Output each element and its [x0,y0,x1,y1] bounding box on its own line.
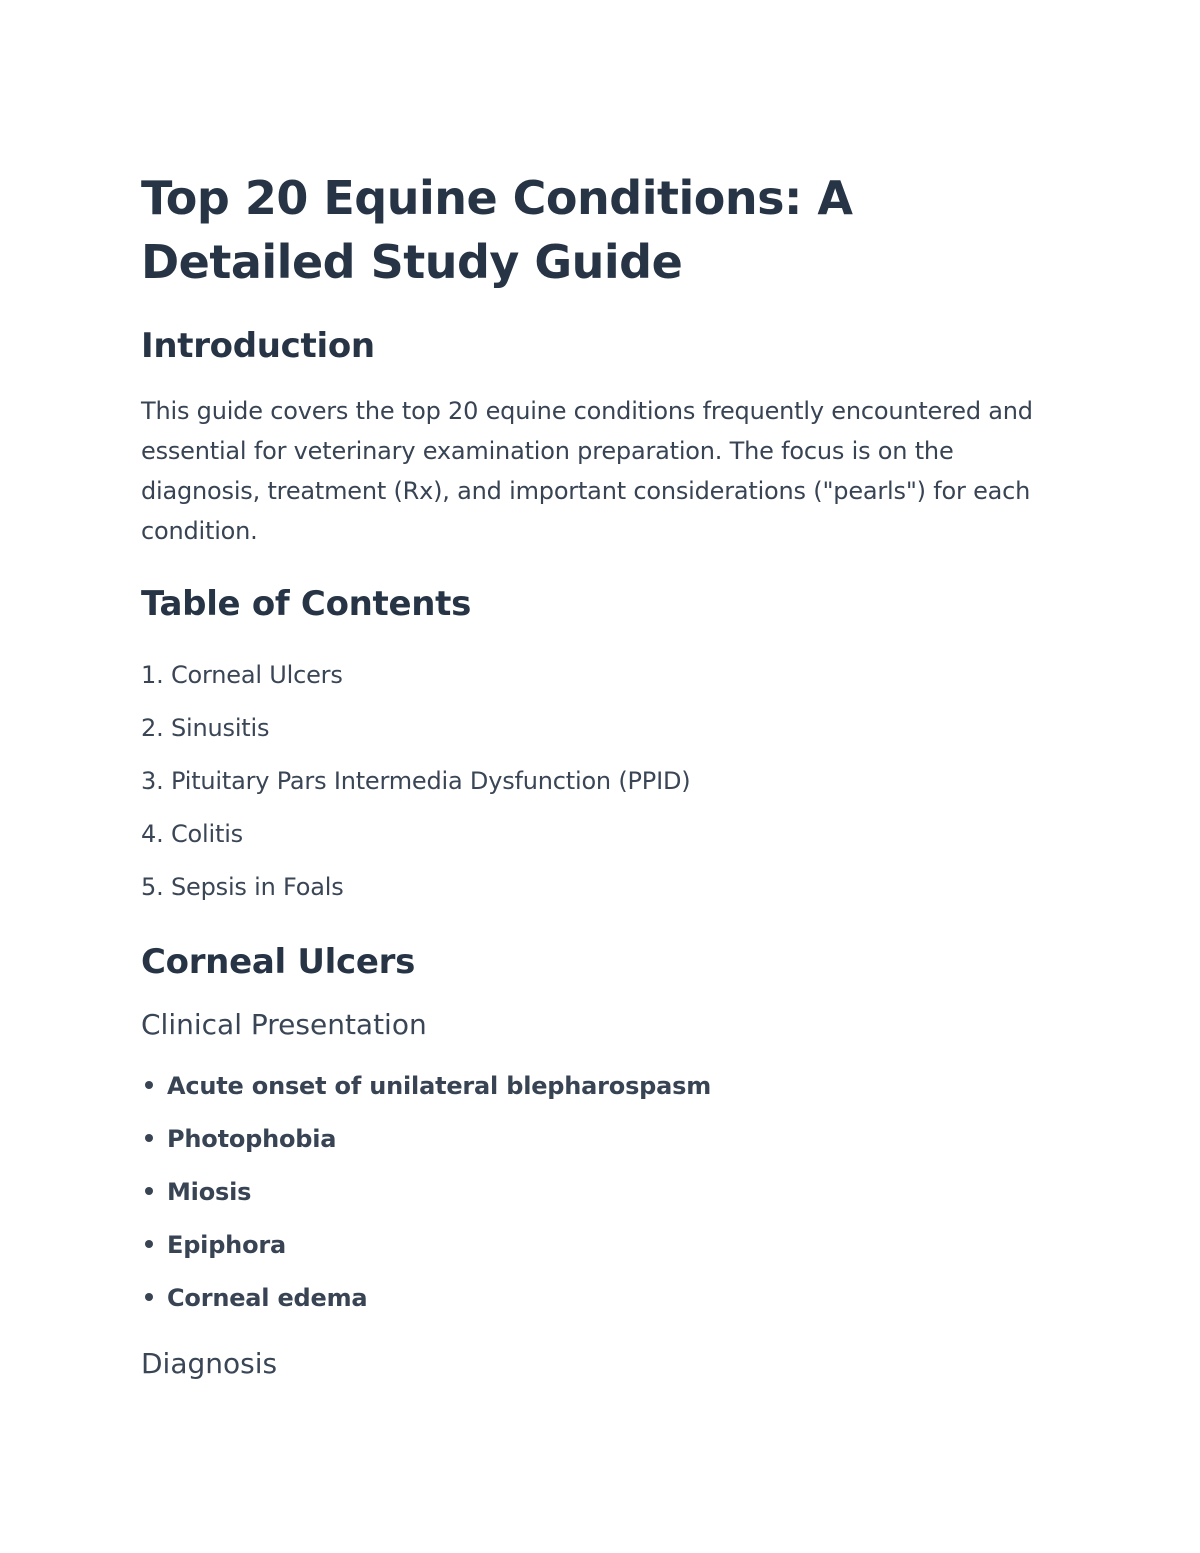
list-item-text: Photophobia [167,1125,337,1153]
bullet-icon [145,1240,153,1248]
introduction-text: This guide covers the top 20 equine conditions frequently encountered and essential for veterinary examination preparation. The focus is on the diagnosis, treatment (Rx), and important considerations ("pearls") for each condition. [141,397,1033,545]
list-item [141,1219,1061,1272]
list-item-text: Acute onset of unilateral blepharospasm [167,1072,712,1100]
toc-item-label: Pituitary Pars Intermedia Dysfunction (PPID) [171,767,691,795]
toc-item-sinusitis [141,702,1061,755]
toc-item-ppid [141,755,1061,808]
bullet-icon [145,1081,153,1089]
list-item-text: Epiphora [167,1231,286,1259]
toc-item-label: Sinusitis [171,714,270,742]
toc-item-label: Colitis [171,820,243,848]
toc-item-colitis [141,808,1061,861]
toc-item-number: 1. [141,661,164,689]
table-of-contents [141,649,1061,914]
toc-item-label: Sepsis in Foals [171,873,344,901]
toc-item-corneal-ulcers [141,649,1061,702]
section-heading-corneal-ulcers: Corneal Ulcers [141,942,416,982]
document-page [141,166,1061,1383]
subheading-clinical-presentation: Clinical Presentation [141,1008,427,1041]
list-item-text: Miosis [167,1178,252,1206]
introduction-heading: Introduction [141,326,375,366]
toc-item-number: 3. [141,767,164,795]
toc-item-sepsis-in-foals [141,861,1061,914]
list-item-text: Corneal edema [167,1284,368,1312]
list-item [141,1272,1061,1325]
clinical-presentation-list [141,1060,1061,1325]
list-item [141,1166,1061,1219]
bullet-icon [145,1134,153,1142]
toc-item-number: 2. [141,714,164,742]
list-item [141,1060,1061,1113]
toc-item-number: 4. [141,820,164,848]
toc-item-number: 5. [141,873,164,901]
bullet-icon [145,1293,153,1301]
subheading-diagnosis: Diagnosis [141,1347,278,1380]
document-title: Top 20 Equine Conditions: A Detailed Study Guide [141,171,853,289]
toc-heading: Table of Contents [141,584,472,624]
list-item [141,1113,1061,1166]
bullet-icon [145,1187,153,1195]
toc-item-label: Corneal Ulcers [171,661,343,689]
